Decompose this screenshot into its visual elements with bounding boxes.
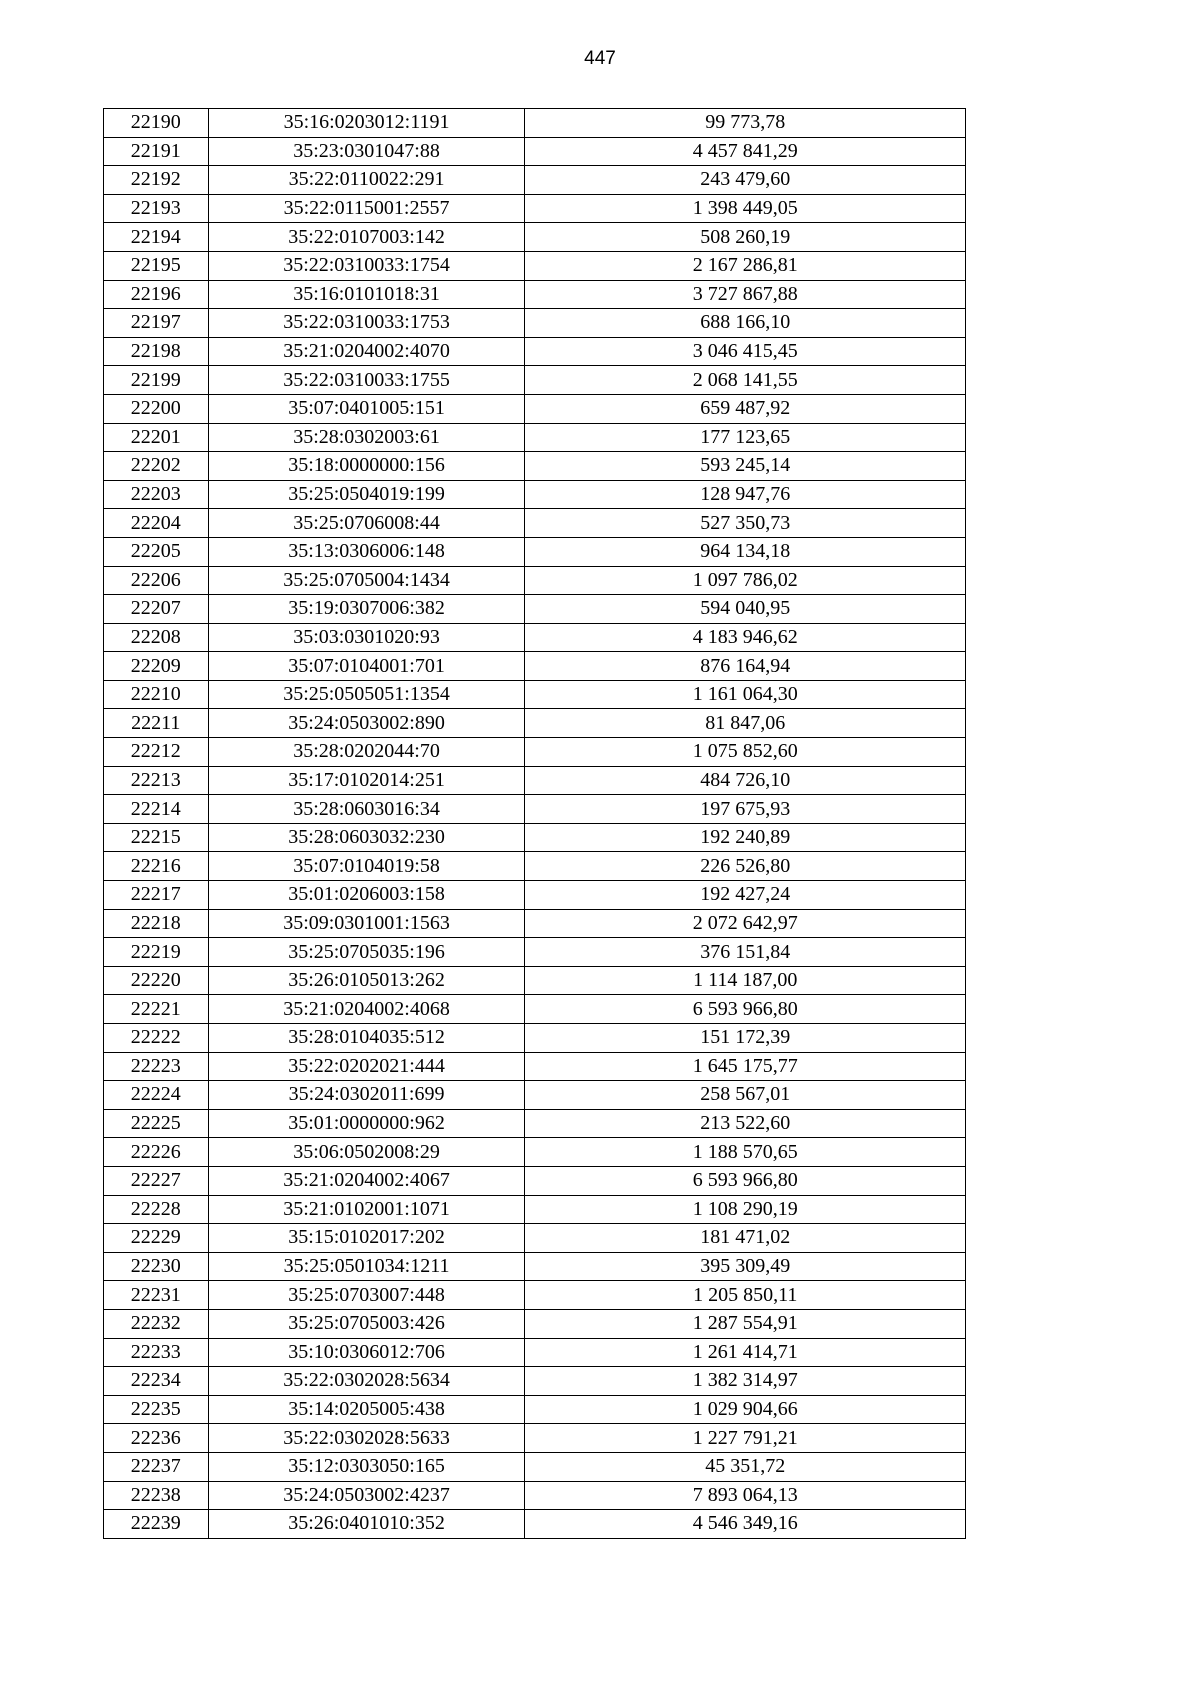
- table-row: [104, 366, 966, 395]
- cadastral-value-cell: 1 188 570,65: [525, 1138, 966, 1167]
- table-row: [104, 966, 966, 995]
- table-row: [104, 1052, 966, 1081]
- row-number-cell: 22239: [104, 1510, 209, 1539]
- row-number-cell: 22217: [104, 881, 209, 910]
- row-number-cell: 22238: [104, 1481, 209, 1510]
- cadastral-value-cell: 4 457 841,29: [525, 137, 966, 166]
- table-row: [104, 509, 966, 538]
- cadastral-value-cell: 876 164,94: [525, 652, 966, 681]
- cadastral-value-cell: 964 134,18: [525, 537, 966, 566]
- cadastral-value-cell: 7 893 064,13: [525, 1481, 966, 1510]
- row-number-cell: 22228: [104, 1195, 209, 1224]
- row-number-cell: 22232: [104, 1309, 209, 1338]
- cadastral-number-cell: 35:09:0301001:1563: [208, 909, 525, 938]
- table-row: [104, 1338, 966, 1367]
- cadastral-number-cell: 35:24:0503002:4237: [208, 1481, 525, 1510]
- row-number-cell: 22218: [104, 909, 209, 938]
- cadastral-value-cell: 527 350,73: [525, 509, 966, 538]
- cadastral-number-cell: 35:22:0310033:1753: [208, 309, 525, 338]
- cadastral-number-cell: 35:22:0302028:5633: [208, 1424, 525, 1453]
- cadastral-value-cell: 395 309,49: [525, 1252, 966, 1281]
- cadastral-number-cell: 35:16:0101018:31: [208, 280, 525, 309]
- row-number-cell: 22235: [104, 1395, 209, 1424]
- cadastral-number-cell: 35:03:0301020:93: [208, 623, 525, 652]
- cadastral-value-cell: 192 427,24: [525, 881, 966, 910]
- cadastral-value-cell: 508 260,19: [525, 223, 966, 252]
- cadastral-number-cell: 35:15:0102017:202: [208, 1224, 525, 1253]
- cadastral-number-cell: 35:25:0504019:199: [208, 480, 525, 509]
- cadastral-value-cell: 594 040,95: [525, 595, 966, 624]
- cadastral-number-cell: 35:19:0307006:382: [208, 595, 525, 624]
- cadastral-number-cell: 35:21:0204002:4070: [208, 337, 525, 366]
- cadastral-value-cell: 1 205 850,11: [525, 1281, 966, 1310]
- table-row: [104, 1109, 966, 1138]
- row-number-cell: 22222: [104, 1024, 209, 1053]
- cadastral-value-cell: 197 675,93: [525, 795, 966, 824]
- table-row: [104, 938, 966, 967]
- table-row: [104, 1138, 966, 1167]
- cadastral-value-cell: 1 287 554,91: [525, 1309, 966, 1338]
- row-number-cell: 22237: [104, 1452, 209, 1481]
- row-number-cell: 22192: [104, 166, 209, 195]
- cadastral-value-cell: 6 593 966,80: [525, 995, 966, 1024]
- cadastral-number-cell: 35:12:0303050:165: [208, 1452, 525, 1481]
- row-number-cell: 22229: [104, 1224, 209, 1253]
- cadastral-number-cell: 35:25:0703007:448: [208, 1281, 525, 1310]
- cadastral-number-cell: 35:25:0705003:426: [208, 1309, 525, 1338]
- cadastral-value-cell: 1 029 904,66: [525, 1395, 966, 1424]
- row-number-cell: 22191: [104, 137, 209, 166]
- cadastral-number-cell: 35:23:0301047:88: [208, 137, 525, 166]
- cadastral-number-cell: 35:28:0202044:70: [208, 738, 525, 767]
- row-number-cell: 22221: [104, 995, 209, 1024]
- cadastral-value-cell: 1 227 791,21: [525, 1424, 966, 1453]
- cadastral-number-cell: 35:17:0102014:251: [208, 766, 525, 795]
- cadastral-number-cell: 35:13:0306006:148: [208, 537, 525, 566]
- row-number-cell: 22201: [104, 423, 209, 452]
- cadastral-value-cell: 1 645 175,77: [525, 1052, 966, 1081]
- row-number-cell: 22234: [104, 1367, 209, 1396]
- cadastral-value-cell: 1 108 290,19: [525, 1195, 966, 1224]
- cadastral-value-cell: 181 471,02: [525, 1224, 966, 1253]
- table-row: [104, 423, 966, 452]
- table-row: [104, 480, 966, 509]
- row-number-cell: 22210: [104, 680, 209, 709]
- cadastral-value-cell: 6 593 966,80: [525, 1166, 966, 1195]
- row-number-cell: 22196: [104, 280, 209, 309]
- table-row: [104, 537, 966, 566]
- row-number-cell: 22212: [104, 738, 209, 767]
- table-row: [104, 1452, 966, 1481]
- row-number-cell: 22203: [104, 480, 209, 509]
- table-row: [104, 995, 966, 1024]
- row-number-cell: 22236: [104, 1424, 209, 1453]
- cadastral-number-cell: 35:16:0203012:1191: [208, 109, 525, 138]
- cadastral-number-cell: 35:22:0310033:1755: [208, 366, 525, 395]
- table-row: [104, 1424, 966, 1453]
- row-number-cell: 22211: [104, 709, 209, 738]
- row-number-cell: 22206: [104, 566, 209, 595]
- cadastral-number-cell: 35:07:0104019:58: [208, 852, 525, 881]
- cadastral-value-cell: 243 479,60: [525, 166, 966, 195]
- cadastral-number-cell: 35:21:0204002:4068: [208, 995, 525, 1024]
- row-number-cell: 22198: [104, 337, 209, 366]
- table-row: [104, 738, 966, 767]
- cadastral-value-cell: 3 727 867,88: [525, 280, 966, 309]
- cadastral-value-cell: 177 123,65: [525, 423, 966, 452]
- cadastral-number-cell: 35:22:0202021:444: [208, 1052, 525, 1081]
- row-number-cell: 22195: [104, 251, 209, 280]
- row-number-cell: 22209: [104, 652, 209, 681]
- cadastral-value-table: [103, 108, 966, 1539]
- cadastral-value-cell: 659 487,92: [525, 394, 966, 423]
- table-row: [104, 1166, 966, 1195]
- cadastral-number-cell: 35:10:0306012:706: [208, 1338, 525, 1367]
- cadastral-value-cell: 99 773,78: [525, 109, 966, 138]
- table-row: [104, 823, 966, 852]
- table-row: [104, 1224, 966, 1253]
- row-number-cell: 22215: [104, 823, 209, 852]
- table-row: [104, 452, 966, 481]
- cadastral-value-cell: 1 161 064,30: [525, 680, 966, 709]
- row-number-cell: 22216: [104, 852, 209, 881]
- row-number-cell: 22224: [104, 1081, 209, 1110]
- table-row: [104, 795, 966, 824]
- cadastral-value-cell: 151 172,39: [525, 1024, 966, 1053]
- row-number-cell: 22214: [104, 795, 209, 824]
- table-row: [104, 566, 966, 595]
- cadastral-number-cell: 35:25:0706008:44: [208, 509, 525, 538]
- cadastral-number-cell: 35:21:0102001:1071: [208, 1195, 525, 1224]
- cadastral-number-cell: 35:25:0705004:1434: [208, 566, 525, 595]
- table-row: [104, 652, 966, 681]
- cadastral-number-cell: 35:28:0603016:34: [208, 795, 525, 824]
- row-number-cell: 22213: [104, 766, 209, 795]
- cadastral-value-cell: 2 068 141,55: [525, 366, 966, 395]
- cadastral-value-cell: 376 151,84: [525, 938, 966, 967]
- row-number-cell: 22233: [104, 1338, 209, 1367]
- row-number-cell: 22207: [104, 595, 209, 624]
- cadastral-number-cell: 35:22:0302028:5634: [208, 1367, 525, 1396]
- cadastral-number-cell: 35:24:0503002:890: [208, 709, 525, 738]
- row-number-cell: 22227: [104, 1166, 209, 1195]
- table-row: [104, 280, 966, 309]
- cadastral-number-cell: 35:14:0205005:438: [208, 1395, 525, 1424]
- row-number-cell: 22194: [104, 223, 209, 252]
- page-number: 447: [584, 48, 616, 69]
- table-row: [104, 1281, 966, 1310]
- cadastral-value-cell: 3 046 415,45: [525, 337, 966, 366]
- row-number-cell: 22204: [104, 509, 209, 538]
- table-row: [104, 623, 966, 652]
- cadastral-value-cell: 1 114 187,00: [525, 966, 966, 995]
- row-number-cell: 22231: [104, 1281, 209, 1310]
- cadastral-number-cell: 35:28:0302003:61: [208, 423, 525, 452]
- cadastral-number-cell: 35:25:0505051:1354: [208, 680, 525, 709]
- row-number-cell: 22219: [104, 938, 209, 967]
- cadastral-value-cell: 2 167 286,81: [525, 251, 966, 280]
- cadastral-value-cell: 1 097 786,02: [525, 566, 966, 595]
- cadastral-value-cell: 258 567,01: [525, 1081, 966, 1110]
- cadastral-value-cell: 45 351,72: [525, 1452, 966, 1481]
- table-row: [104, 337, 966, 366]
- cadastral-value-cell: 213 522,60: [525, 1109, 966, 1138]
- cadastral-value-cell: 2 072 642,97: [525, 909, 966, 938]
- table-row: [104, 1309, 966, 1338]
- cadastral-value-cell: 128 947,76: [525, 480, 966, 509]
- row-number-cell: 22223: [104, 1052, 209, 1081]
- table-row: [104, 1252, 966, 1281]
- cadastral-number-cell: 35:22:0115001:2557: [208, 194, 525, 223]
- table-row: [104, 137, 966, 166]
- cadastral-number-cell: 35:22:0310033:1754: [208, 251, 525, 280]
- table-row: [104, 909, 966, 938]
- table-row: [104, 194, 966, 223]
- cadastral-value-cell: 226 526,80: [525, 852, 966, 881]
- cadastral-value-cell: 4 183 946,62: [525, 623, 966, 652]
- table-body: [104, 109, 966, 1539]
- table-row: [104, 1367, 966, 1396]
- table-row: [104, 166, 966, 195]
- row-number-cell: 22230: [104, 1252, 209, 1281]
- table-row: [104, 109, 966, 138]
- row-number-cell: 22190: [104, 109, 209, 138]
- table-row: [104, 709, 966, 738]
- table-row: [104, 1195, 966, 1224]
- row-number-cell: 22202: [104, 452, 209, 481]
- table-row: [104, 1024, 966, 1053]
- table-row: [104, 852, 966, 881]
- cadastral-value-cell: 1 398 449,05: [525, 194, 966, 223]
- cadastral-value-cell: 1 382 314,97: [525, 1367, 966, 1396]
- cadastral-number-cell: 35:07:0401005:151: [208, 394, 525, 423]
- table-row: [104, 766, 966, 795]
- cadastral-number-cell: 35:01:0206003:158: [208, 881, 525, 910]
- table-row: [104, 223, 966, 252]
- row-number-cell: 22226: [104, 1138, 209, 1167]
- cadastral-number-cell: 35:25:0501034:1211: [208, 1252, 525, 1281]
- cadastral-number-cell: 35:24:0302011:699: [208, 1081, 525, 1110]
- row-number-cell: 22200: [104, 394, 209, 423]
- table-row: [104, 1481, 966, 1510]
- cadastral-number-cell: 35:26:0105013:262: [208, 966, 525, 995]
- cadastral-number-cell: 35:25:0705035:196: [208, 938, 525, 967]
- row-number-cell: 22225: [104, 1109, 209, 1138]
- row-number-cell: 22199: [104, 366, 209, 395]
- table-row: [104, 680, 966, 709]
- table-row: [104, 881, 966, 910]
- table-row: [104, 394, 966, 423]
- cadastral-value-cell: 593 245,14: [525, 452, 966, 481]
- table-row: [104, 1081, 966, 1110]
- cadastral-number-cell: 35:28:0104035:512: [208, 1024, 525, 1053]
- cadastral-value-cell: 81 847,06: [525, 709, 966, 738]
- row-number-cell: 22220: [104, 966, 209, 995]
- cadastral-number-cell: 35:06:0502008:29: [208, 1138, 525, 1167]
- cadastral-value-cell: 1 075 852,60: [525, 738, 966, 767]
- table-row: [104, 595, 966, 624]
- cadastral-value-cell: 1 261 414,71: [525, 1338, 966, 1367]
- cadastral-number-cell: 35:07:0104001:701: [208, 652, 525, 681]
- row-number-cell: 22208: [104, 623, 209, 652]
- cadastral-number-cell: 35:26:0401010:352: [208, 1510, 525, 1539]
- table-row: [104, 1510, 966, 1539]
- row-number-cell: 22205: [104, 537, 209, 566]
- table-row: [104, 1395, 966, 1424]
- cadastral-value-cell: 484 726,10: [525, 766, 966, 795]
- cadastral-number-cell: 35:22:0110022:291: [208, 166, 525, 195]
- table-row: [104, 309, 966, 338]
- row-number-cell: 22193: [104, 194, 209, 223]
- cadastral-value-cell: 688 166,10: [525, 309, 966, 338]
- cadastral-number-cell: 35:01:0000000:962: [208, 1109, 525, 1138]
- cadastral-number-cell: 35:22:0107003:142: [208, 223, 525, 252]
- row-number-cell: 22197: [104, 309, 209, 338]
- cadastral-number-cell: 35:28:0603032:230: [208, 823, 525, 852]
- cadastral-number-cell: 35:18:0000000:156: [208, 452, 525, 481]
- cadastral-value-cell: 192 240,89: [525, 823, 966, 852]
- cadastral-value-cell: 4 546 349,16: [525, 1510, 966, 1539]
- cadastral-number-cell: 35:21:0204002:4067: [208, 1166, 525, 1195]
- table-row: [104, 251, 966, 280]
